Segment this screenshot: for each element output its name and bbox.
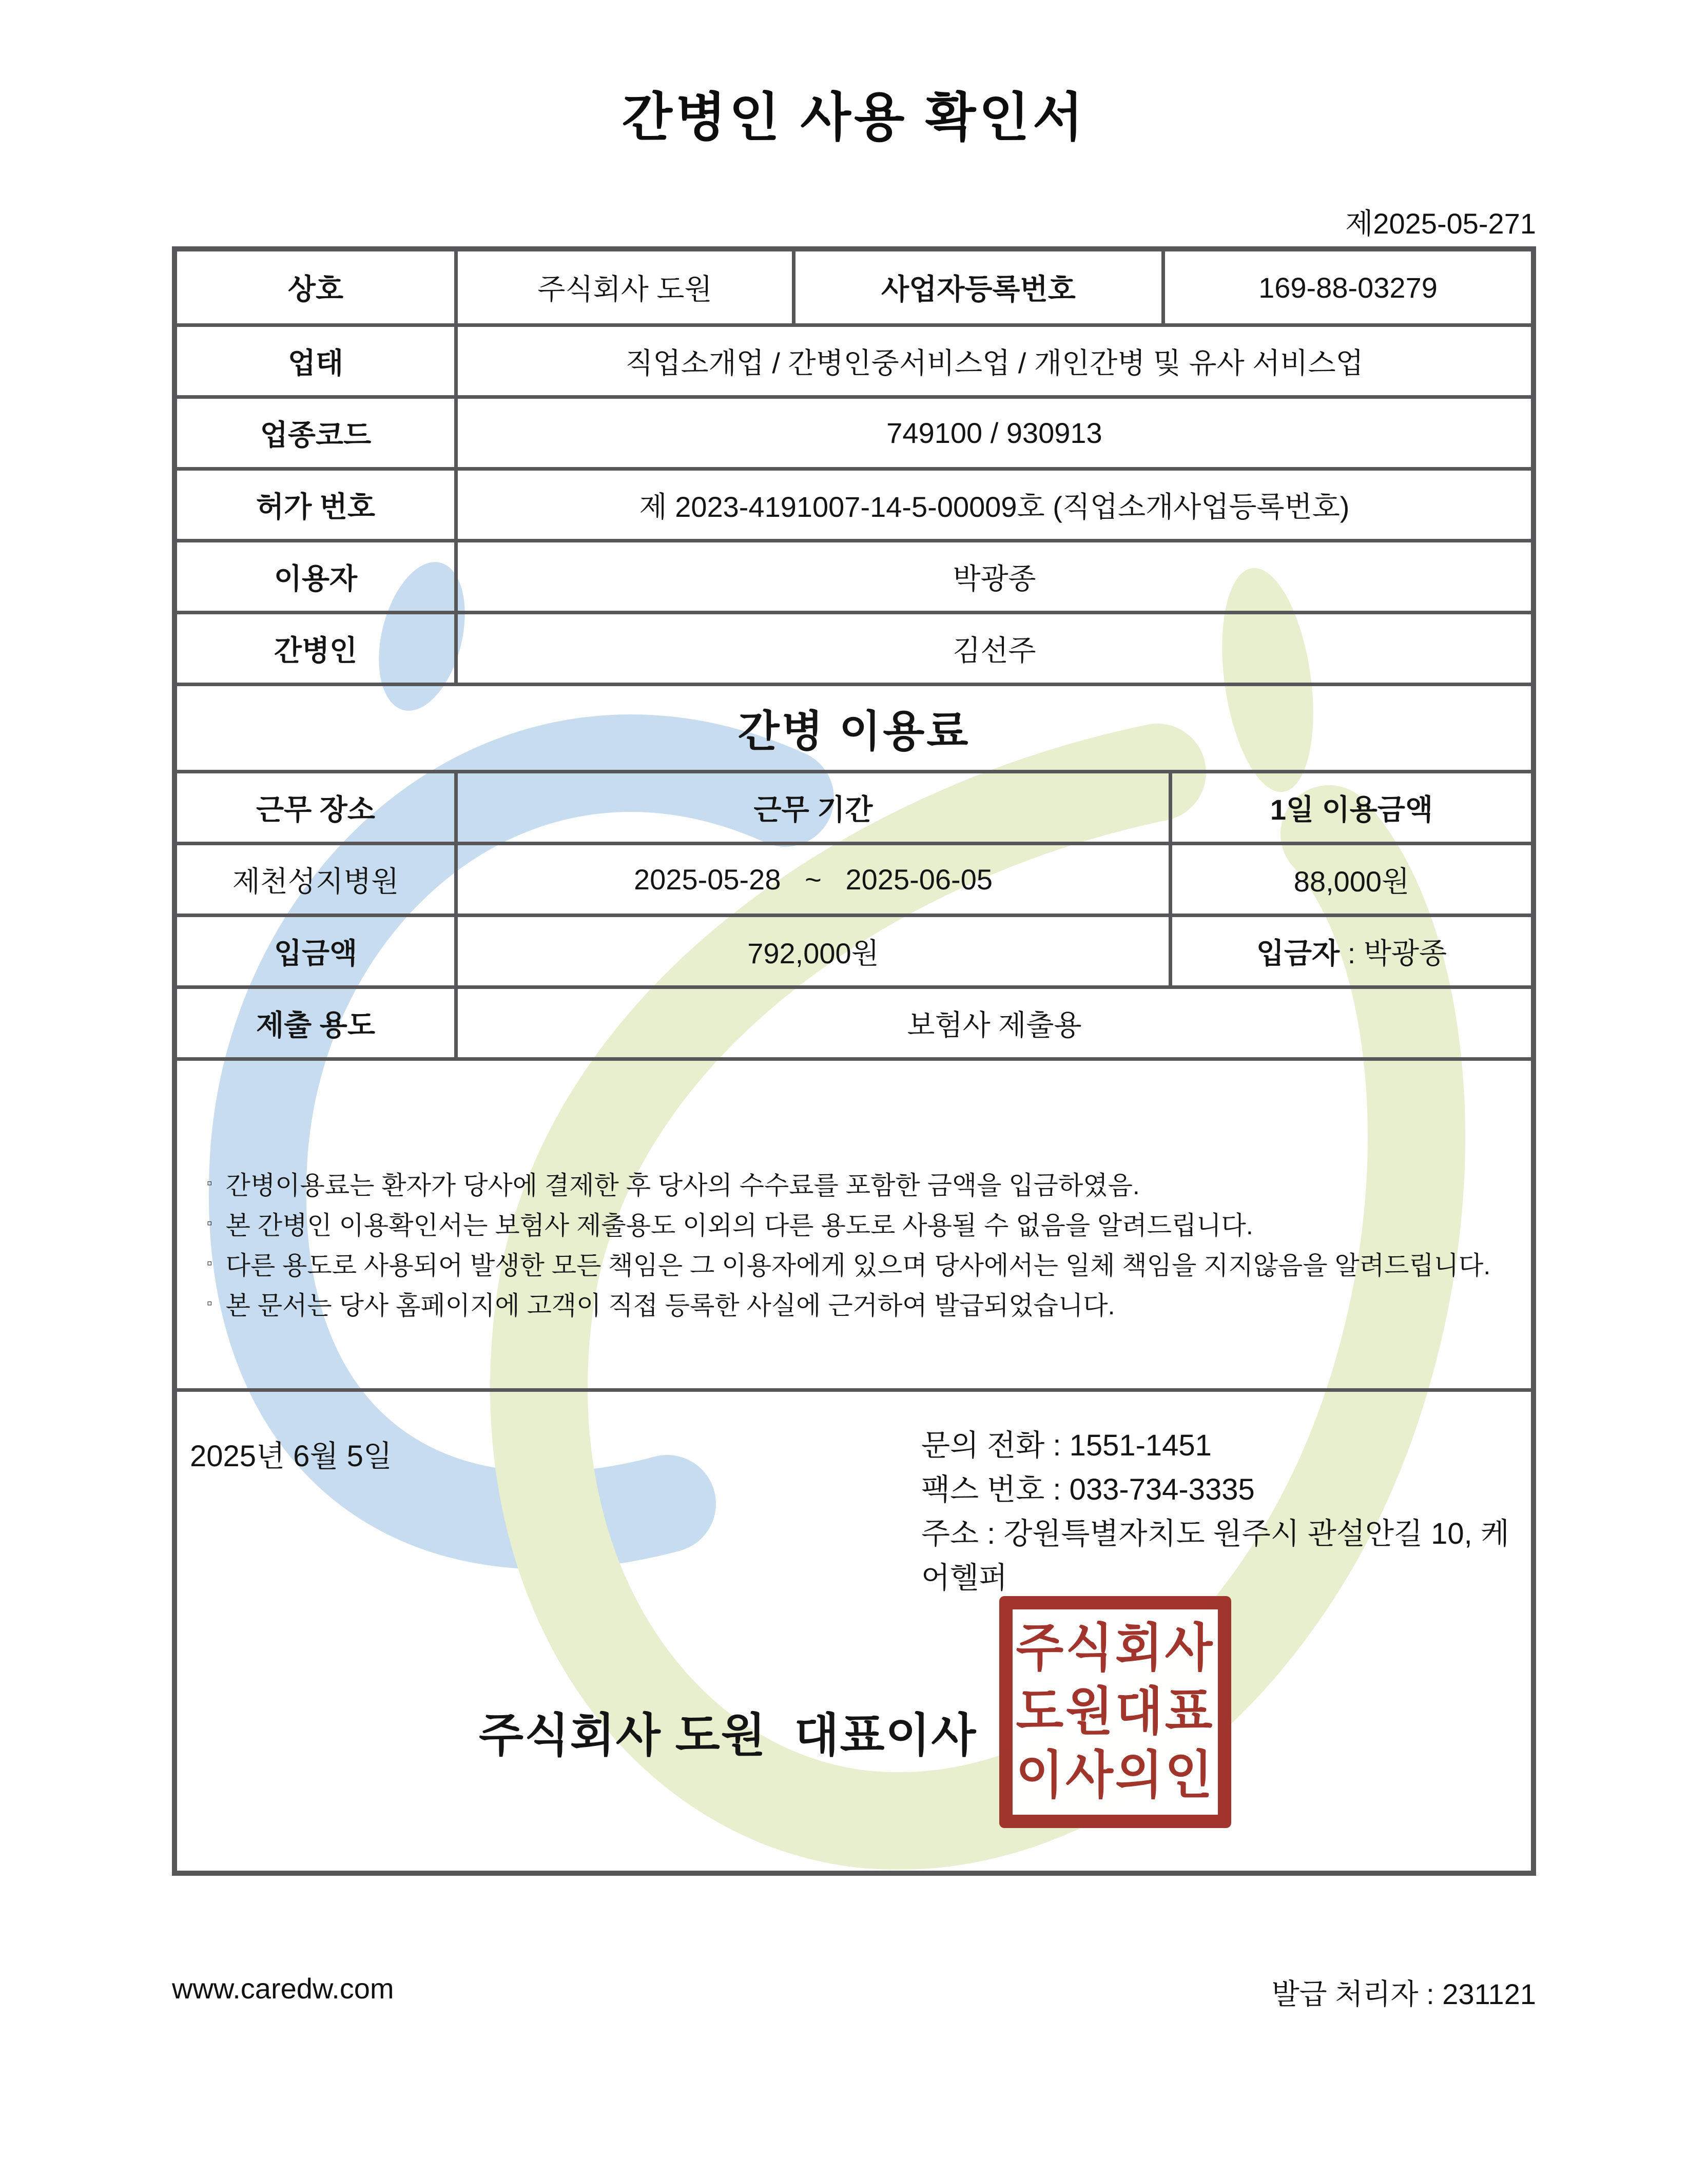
caregiver-value: 김선주 — [454, 614, 1531, 683]
page-title: 간병인 사용 확인서 — [622, 88, 1086, 147]
document-number: 제2025-05-271 — [1345, 207, 1536, 240]
corporate-seal-stamp — [999, 1596, 1231, 1828]
note-item — [202, 1163, 1510, 1203]
note-text: 간병이용료는 환자가 당사에 결제한 후 당사의 수수료를 포함한 금액을 입금하였음. — [225, 1171, 1140, 1200]
note-text: 본 문서는 당사 홈페이지에 고객이 직접 등록한 사실에 근거하여 발급되었습니다. — [225, 1291, 1115, 1320]
business-regno-value: 169-88-03279 — [1161, 251, 1531, 323]
deposit-value: 792,000원 — [454, 917, 1169, 985]
industry-code-value: 749100 / 930913 — [454, 399, 1531, 467]
square-bullet-icon: ▫ — [207, 1175, 212, 1192]
industry-code-label: 업종코드 — [260, 418, 372, 451]
row-footer — [177, 1388, 1531, 1871]
user-label: 이용자 — [274, 562, 358, 595]
row-deposit — [177, 914, 1531, 985]
row-fee-header — [177, 770, 1531, 842]
row-user — [177, 539, 1531, 611]
square-bullet-icon: ▫ — [207, 1255, 212, 1272]
note-item — [202, 1244, 1510, 1284]
square-bullet-icon: ▫ — [207, 1295, 212, 1312]
row-fee-section-title — [177, 683, 1531, 770]
website-url: www.caredw.com — [172, 1972, 394, 2005]
work-place-header: 근무 장소 — [256, 793, 375, 826]
business-regno-label: 사업자등록번호 — [792, 251, 1161, 323]
stamp-line-2: 도원대표 — [1016, 1683, 1215, 1741]
row-permit-number — [177, 467, 1531, 539]
depositor-cell — [1169, 917, 1531, 985]
company-signature-text: 주식회사 도원 대표이사 — [479, 1710, 977, 1761]
purpose-label: 제출 용도 — [256, 1008, 375, 1041]
row-industry-code — [177, 395, 1531, 467]
fee-section-title: 간병 이용료 — [737, 707, 971, 755]
contact-phone: 문의 전화 : 1551-1451 — [921, 1429, 1212, 1462]
depositor-label: 입금자 — [1256, 937, 1340, 969]
note-text: 본 간병인 이용확인서는 보험사 제출용도 이외의 다른 용도로 사용될 수 없음을 알려드립니다. — [225, 1211, 1253, 1240]
row-purpose — [177, 985, 1531, 1057]
daily-fee-header: 1일 이용금액 — [1169, 773, 1531, 842]
contact-address: 주소 : 강원특별자치도 원주시 관설안길 10, 케어헬퍼 — [921, 1517, 1509, 1595]
daily-fee-value: 88,000원 — [1169, 845, 1531, 914]
row-caregiver — [177, 611, 1531, 683]
work-period-value: 2025-05-28 ~ 2025-06-05 — [454, 845, 1169, 914]
row-company-name — [177, 251, 1531, 323]
row-fee-data — [177, 842, 1531, 914]
issue-date: 2025년 6월 5일 — [190, 1440, 392, 1473]
stamp-line-3: 이사의인 — [1016, 1746, 1215, 1804]
stamp-line-1: 주식회사 — [1016, 1619, 1215, 1677]
company-name-label: 상호 — [287, 273, 344, 305]
permit-number-value: 제 2023-4191007-14-5-00009호 (직업소개사업등록번호) — [454, 471, 1531, 539]
note-item — [202, 1203, 1510, 1244]
deposit-label: 입금액 — [274, 937, 358, 969]
depositor-value: : 박광종 — [1340, 937, 1447, 969]
certificate-table — [172, 246, 1536, 1876]
contact-fax: 팩스 번호 : 033-734-3335 — [921, 1473, 1255, 1506]
business-type-value: 직업소개업 / 간병인중서비스업 / 개인간병 및 유사 서비스업 — [454, 327, 1531, 395]
note-item — [202, 1284, 1510, 1324]
company-name-value: 주식회사 도원 — [454, 251, 792, 323]
caregiver-label: 간병인 — [274, 634, 358, 667]
purpose-value: 보험사 제출용 — [454, 989, 1531, 1057]
square-bullet-icon: ▫ — [207, 1215, 212, 1232]
work-period-header: 근무 기간 — [454, 773, 1169, 842]
row-notes — [177, 1057, 1531, 1388]
issuer-id: 발급 처리자 : 231121 — [1271, 1978, 1536, 2010]
bottom-info-line — [172, 1972, 1536, 2013]
business-type-label: 업태 — [287, 346, 344, 379]
work-place-value: 제천성지병원 — [232, 865, 399, 898]
user-value: 박광종 — [454, 542, 1531, 611]
contact-block — [921, 1424, 1531, 1600]
permit-number-label: 허가 번호 — [256, 490, 375, 523]
row-business-type — [177, 323, 1531, 395]
notes-list — [177, 1061, 1531, 1324]
note-text: 다른 용도로 사용되어 발생한 모든 책임은 그 이용자에게 있으며 당사에서는 일체 책임을 지지않음을 알려드립니다. — [225, 1251, 1491, 1280]
